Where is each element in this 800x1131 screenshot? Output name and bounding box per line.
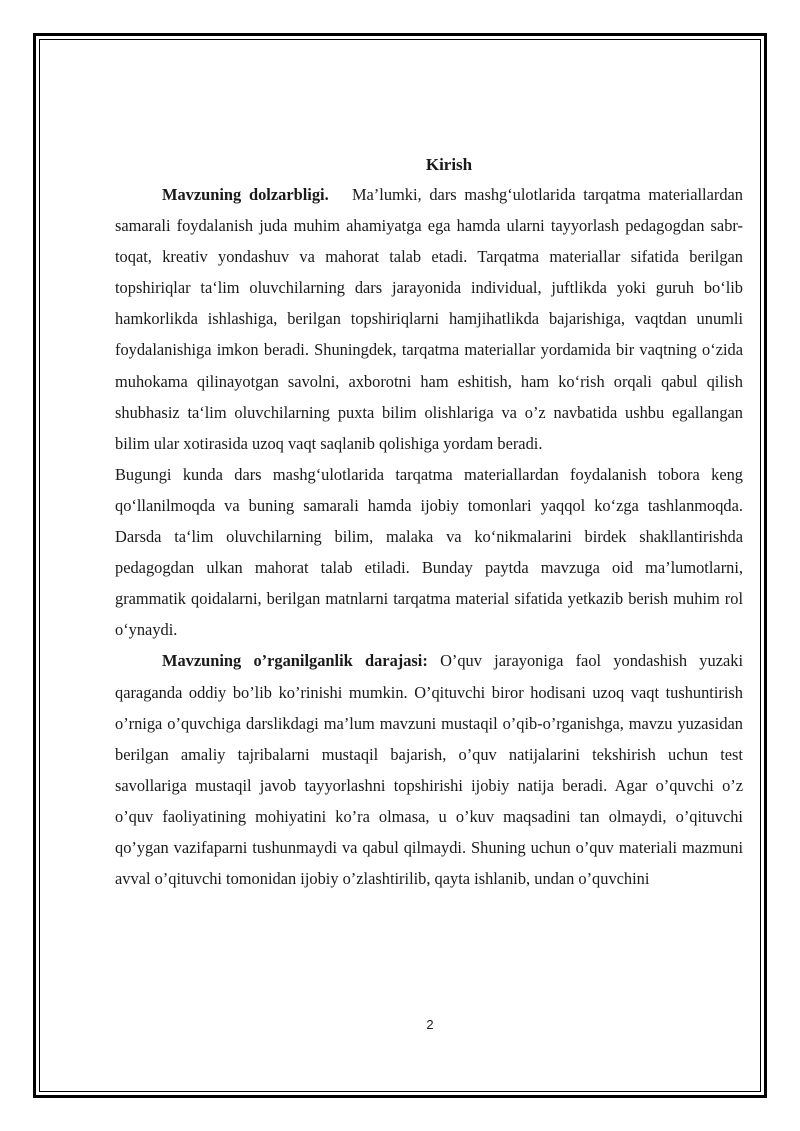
relevance-text: Ma’lumki, dars mashg‘ulotlarida tarqatma materiallardan samarali foydalanish juda muhim ahamiyatga ega hamda ularni tayyorlash pedagogdan sabr-toqat, kreativ yondashuv va mahorat talab etadi. Tarqatma materiallar sifatida berilgan topshiriqlar ta‘lim oluvchilarning dars jarayonida individual, juftlikda yoki guruh bo‘lib hamkorlikda ishlashiga, berilgan topshiriqlarni hamjihatlikda bajarishiga, vaqtdan unumli foydalanishiga imkon beradi. Shuningdek, tarqatma materiallar yordamida bir vaqtning o‘zida muhokama qilinayotgan savolni, axborotni ham eshitish, ham ko‘rish orqali qabul qilish shubhasiz ta‘lim oluvchilarning puxta bilim olishlariga va o’z navbatida ushbu egallangan bilim ular xotirasida uzoq vaqt saqlanib qolishiga yordam beradi.	[115, 185, 743, 453]
page-number: 2	[426, 1017, 434, 1032]
relevance-heading: Mavzuning dolzarbligi.	[162, 185, 329, 204]
page-title: Kirish	[425, 155, 473, 174]
study-level-heading: Mavzuning o’rganilganlik darajasi:	[162, 651, 428, 671]
paragraph-relevance-continued: Bugungi kunda dars mashg‘ulotlarida tarqatma materiallardan foydalanish tobora keng qo‘llanilmoqda va buning samarali hamda ijobiy tomonlari yaqqol ko‘zga tashlanmoqda. Darsda ta‘lim oluvchilarning bilim, malaka va ko‘nikmalarini birdek shakllantirishda pedagogdan ulkan mahorat talab etiladi. Bunday paytda mavzuga oid ma’lumotlarni, grammatik qoidalarni, berilgan matnlarni tarqatma material sifatida yetkazib berish muhim rol o‘ynaydi.	[115, 464, 743, 640]
paragraph-study-level	[115, 645, 743, 894]
study-level-text: O’quv jarayoniga faol yondashish yuzaki qaraganda oddiy bo’lib ko’rinishi mumkin. O’qituvchi biror hodisani uzoq vaqt tushuntirish o’rniga o’quvchiga darslikdagi ma’lum mavzuni mustaqil o’qib-o’rganishga, mavzu yuzasidan berilgan amaliy tajribalarni mustaqil bajarish, o’quv natijalarini tekshirish uchun test savollariga mustaqil javob tayyorlashni topshirishi ijobiy natija beradi. Agar o’quvchi o’z o’quv faoliyatining mohiyatini ko’ra olmasa, u o’kuv maqsadini tan olmaydi, o’qituvchi qo’ygan vazifaparni tushunmaydi va qabul qilmaydi. Shuning uchun o’quv materiali mazmuni avval o’qituvchi tomonidan ijobiy o’zlashtirilib, qayta ishlanib, undan o’quvchini	[115, 651, 743, 889]
paragraph-relevance	[115, 179, 743, 459]
document-body	[115, 151, 743, 894]
